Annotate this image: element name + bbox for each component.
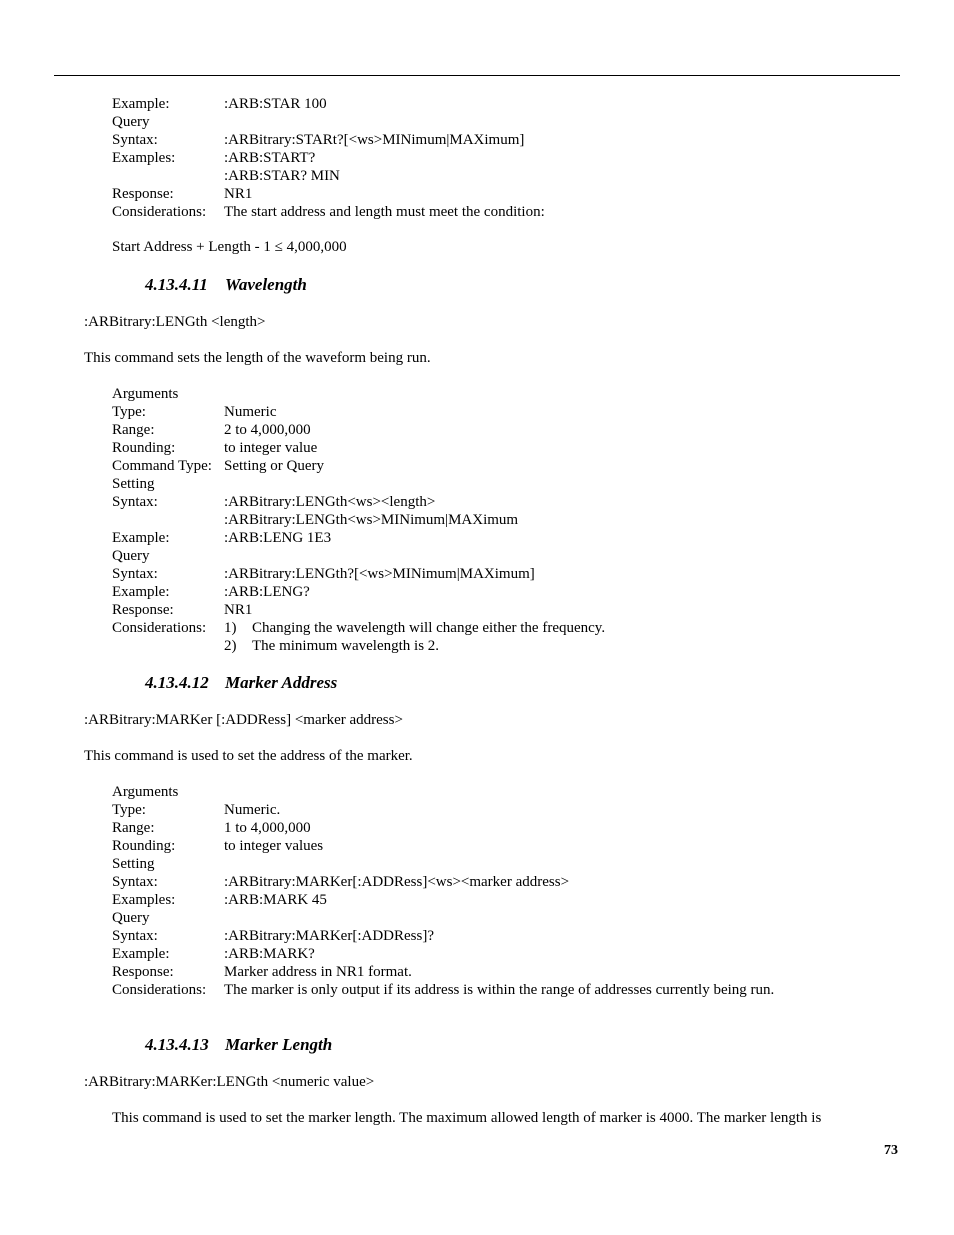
section-heading-marker-length: 4.13.4.13 Marker Length <box>145 1035 333 1054</box>
document-page: Example: :ARB:STAR 100 Query Syntax: :ARBitrary:STARt?[<ws>MINimum|MAXimum] Examples: :ARB:START? :ARB:STAR? MIN Response: NR1 Considerations: The start address and length must meet the condition: Start Address + Length - 1 ≤ 4,000,000 4.13.4.11 Wavelength :ARBitrary:LENGth <length> This command sets the length of the waveform being run. Arguments Type: Numeric Range: 2 to 4,000,000 Rounding: to integer value Command Type: Setting or Query Setting Syntax: :ARBitrary:LENGth<ws><length> :ARBitrary:LENGth<ws>MINimum|MAXimum Example: :ARB:LENG 1E3 Query Syntax: :ARBitrary:LENGth?[<ws>MINimum|MAXimum] Example: :ARB:LENG? Response: NR1 Considerations: 1) Changing the wavelength will change either the frequency. 2) The minimum wavelength is 2. 4.13.4.12 Marker Address :ARBitrary:MARKer [:ADDRess] <marker address> This command is used to set the address of the marker. Arguments Type: Numeric. Range: 1 to 4,000,000 Rounding: to integer values Setting Syntax: :ARBitrary:MARKer[:ADDRess]<ws><marker address> Examples: :ARB:MARK 45 Query Syntax: :ARBitrary:MARKer[:ADDRess]? Example: :ARB:MARK? Response: Marker address in NR1 format. Considerations: The marker is only output if its address is within the range of addresses currently being run. 4.13.4.13 Marker Length :ARBitrary:MARKer:LENGth <numeric value> This command is used to set the marker length. The maximum allowed length of marker is 4000. The marker length is 73 <box>0 0 954 1235</box>
section-heading-marker-address: 4.13.4.12 Marker Address <box>145 673 338 692</box>
start-condition: Start Address + Length - 1 ≤ 4,000,000 <box>112 239 347 255</box>
section-heading-wavelength: 4.13.4.11 Wavelength <box>145 275 307 294</box>
header-rule <box>54 75 900 76</box>
command-syntax: :ARBitrary:LENGth <length> <box>84 314 266 330</box>
command-syntax: :ARBitrary:MARKer:LENGth <numeric value> <box>84 1074 375 1090</box>
section-description: This command sets the length of the waveform being run. <box>84 350 431 366</box>
section-description: This command is used to set the address of the marker. <box>84 748 413 764</box>
section-description: This command is used to set the marker length. The maximum allowed length of marker is 4000. The marker length is <box>112 1110 822 1126</box>
command-syntax: :ARBitrary:MARKer [:ADDRess] <marker address> <box>84 712 403 728</box>
page-number: 73 <box>884 1143 898 1158</box>
